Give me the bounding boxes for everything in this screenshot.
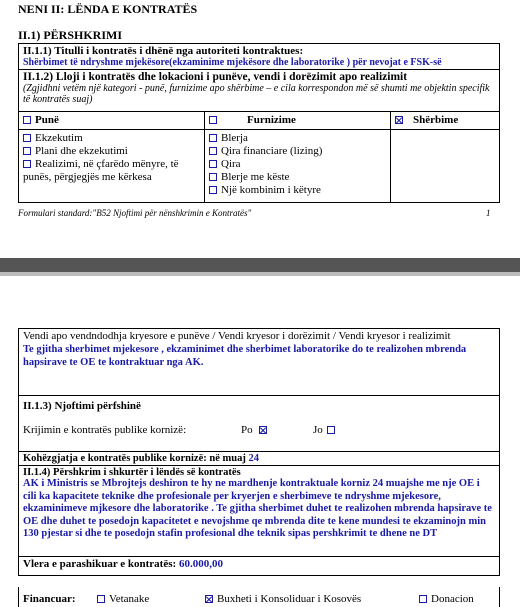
category-furnizime[interactable] [205,112,391,129]
po-label: Po [241,424,253,436]
framework-line [23,424,495,438]
category-options-row [19,130,499,202]
notice-label: II.1.3) Njoftimi përfshinë [23,400,141,412]
jo-checkbox[interactable] [327,426,335,434]
financing-label: Financuar: [23,593,76,605]
checkbox[interactable] [209,134,217,142]
contract-type-label: II.1.2) Lloji i kontratës dhe lokacioni i punëve, vendi i dorëzimit apo realizimit [23,71,408,83]
furnizime-option[interactable] [209,158,386,171]
location-label: Vendi apo vendndodhja kryesore e punëve / Vendi kryesor i dorëzimit / Vendi kryesor i realizimit [23,330,451,342]
po-option[interactable] [241,424,271,436]
financing-row [18,587,500,607]
category-pune-label: Punë [35,114,59,126]
option-label: Ekzekutim [35,132,83,144]
estimated-value: 60.000,00 [178,558,223,570]
checkbox[interactable] [209,173,217,181]
checkbox[interactable] [23,160,31,168]
option-label: Vetanake [109,593,150,605]
contract-type-note: (Zgjidhni vetëm një kategori - punë, furnizime apo shërbime – e cila korrespondon më së shumti me objektin specifik të kontratës suaj) [23,83,490,105]
category-pune[interactable] [19,112,205,129]
option-label: Donacion [431,593,474,605]
pune-checkbox[interactable] [23,116,31,124]
section-title: NENI II: LËNDA E KONTRATËS [18,2,198,16]
option-label: Buxheti i Konsoliduar i Kosovës [217,593,362,605]
duration-label: Kohëzgjatja e kontratës publike kornizë: në muaj [23,453,246,464]
contract-title-value: Shërbimet të ndryshme mjekësore(ekzaminime mjekësore dhe laboratorike ) për nevojat e FSK-së [23,57,442,68]
financing-option-own[interactable] [97,593,149,605]
checkbox[interactable] [209,147,217,155]
pune-option[interactable] [23,158,200,184]
furnizime-options [205,130,391,202]
furnizime-option[interactable] [209,132,386,145]
contract-type-row [19,70,499,112]
framework-label: Krijimin e kontratës publike kornizë: [23,424,187,436]
furnizime-option[interactable] [209,184,386,197]
contract-title-row [19,44,499,70]
financing-option-donation[interactable] [419,593,474,605]
checkbox[interactable] [23,147,31,155]
location-row [19,329,499,396]
notice-row [19,396,499,452]
pune-option[interactable] [23,145,200,158]
category-sherbime[interactable] [391,112,499,129]
category-sherbime-label: Shërbime [413,114,459,126]
duration-row [19,452,499,466]
description-table-continued [18,328,500,576]
checkbox[interactable] [23,134,31,142]
option-label: Blerja [221,132,248,144]
contract-title-label: II.1.1) Titulli i kontratës i dhënë nga autoriteti kontraktues: [23,45,304,57]
jo-option[interactable] [313,424,339,436]
sherbime-options [391,130,499,202]
estimated-value-label: Vlera e parashikuar e kontratës: [23,558,177,570]
option-label: Realizimi, në çfarëdo mënyre, të punës, përgjegjës me kërkesa [23,158,179,183]
option-label: Blerje me këste [221,171,290,183]
sherbime-checkbox-checked[interactable] [395,116,403,124]
pune-option[interactable] [23,132,200,145]
short-description-value: AK i Ministris se Mbrojtejs deshiron te hy ne mardhenje kontraktuale korniz 24 muajshe me nje OE i cili ka kapacitete teknike dhe profesionale per kryerjen e sherbimeve te ndryshme mjekesore, ekzaminimeve mjkesore dhe laboratorike . Te gjitha sherbimet duhet te realizohen mbrenda hapsirave te OE dhe duhet te posedojn kapacitetet e nevojshme qe mbrenda dite te kene mundesi te ekzaminojn min 130 pjestar si dhe te posedojn stafin profesional dhe teknik sipas pershkrimit te dhene ne DT [23,478,492,539]
page-separator-shade [0,272,520,276]
page-separator [0,258,520,272]
pune-options [19,130,205,202]
furnizime-option[interactable] [209,145,386,158]
option-label: Plani dhe ekzekutimi [35,145,128,157]
furnizime-option[interactable] [209,171,386,184]
estimated-value-row [19,557,499,575]
short-description-label: II.1.4) Përshkrim i shkurtër i lëndës së kontratës [23,467,241,478]
category-header-row [19,112,499,130]
option-label: Qira financiare (lizing) [221,145,323,157]
po-checkbox-checked[interactable] [259,426,267,434]
financing-option-budget[interactable] [205,593,361,605]
checkbox[interactable] [419,595,427,603]
option-label: Një kombinim i këtyre [221,184,321,196]
location-value: Te gjitha sherbimet mjekesore , ekzaminimet dhe sherbimet laboratorike do te realizohen mbrenda hapsirave te OE te kontraktuar nga AK. [23,344,467,368]
page-number: 1 [486,208,491,218]
jo-label: Jo [313,424,323,436]
duration-value: 24 [248,453,259,464]
subsection-title: II.1) PËRSHKRIMI [18,28,123,42]
furnizime-checkbox[interactable] [209,116,217,124]
checkbox[interactable] [97,595,105,603]
description-table [18,43,500,203]
form-footer: Formulari standard:"B52 Njoftimi për nënshkrimin e Kontratës" [18,208,252,218]
checkbox-checked[interactable] [205,595,213,603]
option-label: Qira [221,158,241,170]
short-description-row [19,466,499,557]
checkbox[interactable] [209,186,217,194]
checkbox[interactable] [209,160,217,168]
category-furnizime-label: Furnizime [247,114,296,126]
